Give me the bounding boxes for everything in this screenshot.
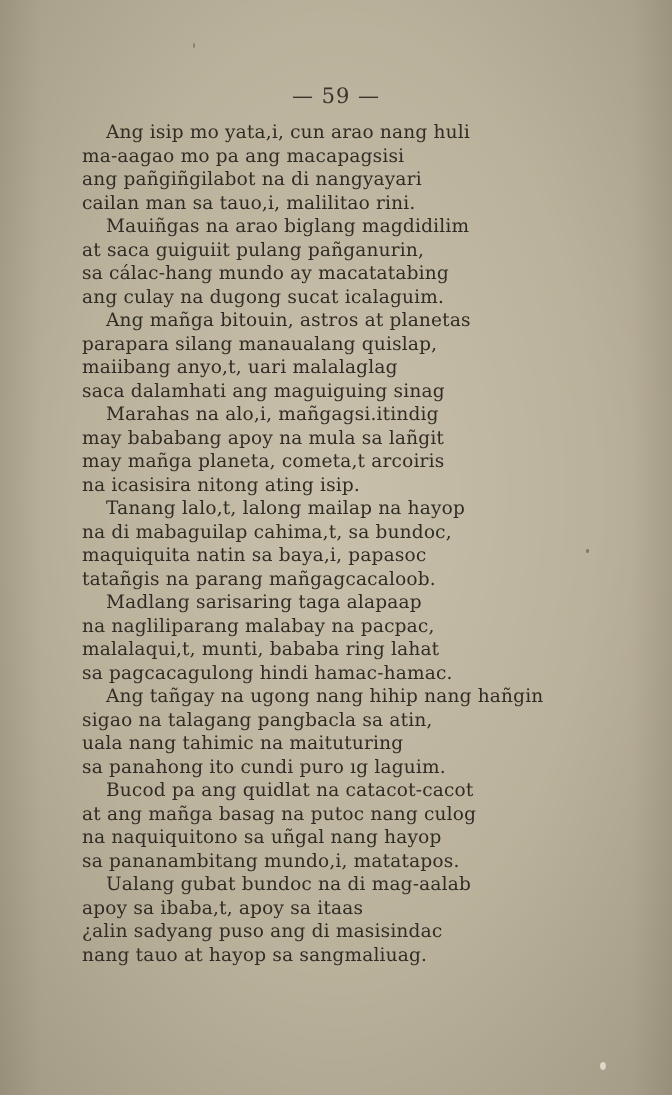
poem-line: na icasisira nitong ating isip.: [82, 474, 361, 496]
poem-line: sa pagcacagulong hindi hamac-hamac.: [82, 662, 453, 684]
page-number: — 59 —: [291, 84, 381, 108]
poem-line: at ang mañga basag na putoc nang culog: [82, 803, 477, 825]
poem-line: cailan man sa tauo,i, malilitao rini.: [82, 192, 416, 214]
poem-line: Ualang gubat bundoc na di mag-aalab: [106, 874, 472, 895]
poem-line: at saca guiguiit pulang pañganurin,: [82, 239, 425, 261]
poem-line: Tanang lalo,t, lalong mailap na hayop: [106, 498, 465, 519]
poem-line: tatañgis na parang mañgagcacaloob.: [82, 568, 436, 590]
paper-speck: [600, 1062, 606, 1070]
poem-line: sigao na talagang pangbacla sa atin,: [82, 709, 433, 731]
poem-line: maiibang anyo,t, uari malalaglag: [82, 357, 398, 378]
poem-line: Ang mañga bitouin, astros at planetas: [106, 310, 471, 331]
poem-text: [82, 121, 642, 967]
poem-line: ¿alin sadyang puso ang di masisindac: [82, 921, 443, 942]
poem-line: apoy sa ibaba,t, apoy sa itaas: [82, 897, 364, 919]
poem-line: sa panahong ito cundi puro ıg laguim.: [82, 756, 446, 778]
poem-line: may mañga planeta, cometa,t arcoiris: [82, 451, 445, 472]
paper-speck: [193, 43, 195, 48]
poem-line: sa pananambitang mundo,i, matatapos.: [82, 850, 460, 872]
poem-line: sa cálac-hang mundo ay macatatabing: [82, 263, 449, 284]
poem-line: Madlang sarisaring taga alapaap: [106, 592, 422, 613]
poem-line: Ang isip mo yata,i, cun arao nang huli: [106, 122, 470, 143]
paper-speck: [586, 549, 589, 553]
poem-line: may bababang apoy na mula sa lañgit: [82, 427, 445, 449]
poem-line: na naquiquitono sa uñgal nang hayop: [82, 827, 442, 848]
poem-line: malalaqui,t, munti, bababa ring lahat: [82, 639, 440, 660]
poem-line: ang pañgiñgilabot na di nangyayari: [82, 169, 422, 190]
poem-line: Marahas na alo,i, mañgagsi.itindig: [106, 404, 439, 425]
poem-line: ma-aagao mo pa ang macapagsisi: [82, 145, 405, 167]
poem-line: parapara silang manaualang quislap,: [82, 333, 438, 355]
poem-line: maquiquita natin sa baya,i, papasoc: [82, 545, 427, 566]
poem-line: nang tauo at hayop sa sangmaliuag.: [82, 944, 428, 966]
poem-line: Mauiñgas na arao biglang magdidilim: [106, 216, 470, 237]
poem-line: Bucod pa ang quidlat na catacot-cacot: [106, 780, 474, 801]
poem-line: na di mabaguilap cahima,t, sa bundoc,: [82, 521, 452, 543]
poem-line: Ang tañgay na ugong nang hihip nang hañgin: [106, 686, 544, 707]
poem-line: saca dalamhati ang maguiguing sinag: [82, 380, 445, 402]
poem-line: uala nang tahimic na maituturing: [82, 733, 404, 754]
poem-line: ang culay na dugong sucat icalaguim.: [82, 286, 445, 308]
poem-line: na nagliliparang malabay na pacpac,: [82, 615, 435, 637]
